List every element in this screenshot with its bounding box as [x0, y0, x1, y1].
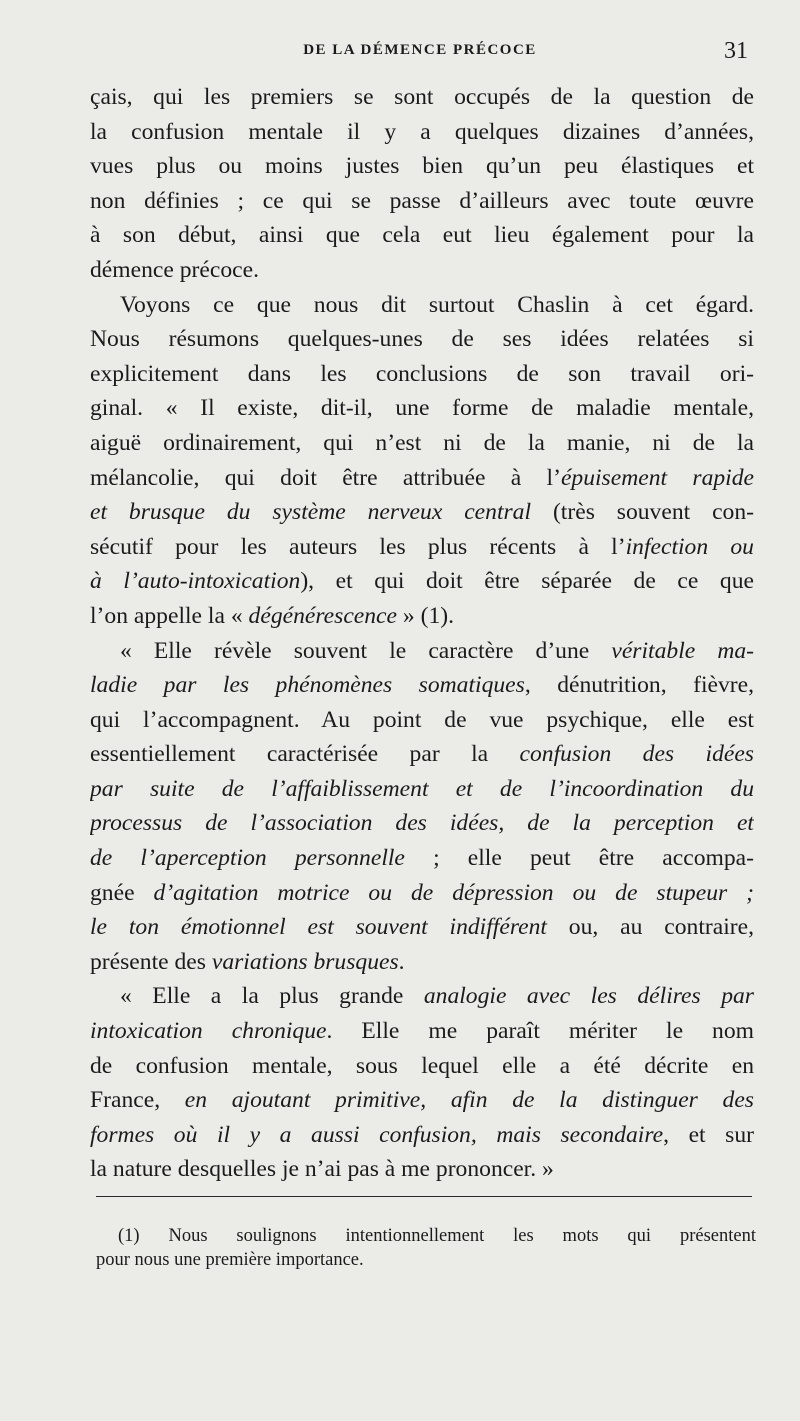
italic-run: ladie par les phénomènes somatiques	[90, 672, 525, 699]
italic-run: formes où il y a aussi confusion, mais secondaire	[90, 1121, 664, 1148]
italic-run: par suite de l’affaiblissement et de l’incoordination du	[90, 775, 754, 802]
text-run: « Elle a la plus grande	[120, 983, 424, 1010]
text-line	[90, 253, 754, 288]
text-run: » (1).	[397, 602, 455, 629]
page-number: 31	[724, 38, 748, 64]
text-line	[90, 979, 754, 1014]
text-line	[90, 668, 754, 703]
footnote-divider	[96, 1196, 752, 1197]
italic-run: variations brusques	[211, 948, 399, 975]
text-run: sécutif pour les auteurs les plus récents à l’	[90, 533, 626, 560]
italic-run: infection ou	[625, 533, 754, 560]
text-line	[90, 876, 754, 911]
italic-run: intoxication chronique	[90, 1018, 327, 1045]
page-header	[90, 38, 750, 72]
text-line	[90, 1049, 754, 1084]
running-head: DE LA DÉMENCE PRÉCOCE	[303, 42, 537, 58]
text-line	[90, 495, 754, 530]
body-text	[90, 80, 754, 1187]
text-line	[90, 391, 754, 426]
text-run: gnée	[90, 879, 154, 906]
italic-run: dégénérescence	[248, 602, 397, 629]
italic-run: confusion des idées	[519, 741, 754, 768]
text-line	[90, 530, 754, 565]
text-line	[90, 910, 754, 945]
text-run: vues plus ou moins justes bien qu’un peu élastiques et	[90, 153, 754, 180]
text-run: Nous résumons quelques-unes de ses idées relatées si	[90, 326, 754, 353]
text-line	[90, 772, 754, 807]
text-run: non définies ; ce qui se passe d’ailleurs avec toute œuvre	[90, 187, 754, 214]
text-run: France,	[90, 1087, 185, 1114]
text-line	[90, 149, 754, 184]
text-line	[90, 1014, 754, 1049]
italic-run: de l’aperception personnelle	[90, 845, 405, 872]
text-line	[90, 218, 754, 253]
text-run: .	[398, 948, 405, 975]
text-run: démence précoce.	[90, 256, 259, 283]
text-run: à son début, ainsi que cela eut lieu également pour la	[90, 222, 754, 249]
text-run: essentiellement caractérisée par la	[90, 741, 520, 768]
footnote	[96, 1224, 756, 1272]
italic-run: analogie avec les délires par	[423, 983, 754, 1010]
text-run: , dénutrition, fièvre,	[524, 672, 754, 699]
text-run: de confusion mentale, sous lequel elle a été décrite en	[90, 1052, 754, 1079]
text-run: çais, qui les premiers se sont occupés de la question de	[90, 84, 754, 110]
italic-run: d’agitation motrice ou de dépression ou de stupeur ;	[153, 879, 754, 906]
italic-run: processus de l’association des idées, de la perception et	[90, 810, 754, 837]
italic-run: en ajoutant primitive, afin de la distinguer des	[184, 1087, 754, 1114]
text-line	[90, 184, 754, 219]
text-line	[90, 945, 754, 980]
text-line	[90, 1152, 754, 1187]
text-run: mélancolie, qui doit être attribuée à l’	[90, 464, 561, 491]
text-line	[90, 841, 754, 876]
text-line	[90, 322, 754, 357]
text-line	[90, 461, 754, 496]
text-run: ginal. « Il existe, dit-il, une forme de maladie mentale,	[90, 395, 754, 422]
text-line	[90, 737, 754, 772]
text-line	[90, 564, 754, 599]
italic-run: épuisement rapide	[560, 464, 754, 491]
text-line	[90, 80, 754, 115]
text-line	[90, 1118, 754, 1153]
text-line	[90, 288, 754, 323]
text-line	[90, 806, 754, 841]
text-line	[90, 115, 754, 150]
text-run: (très souvent con-	[531, 499, 754, 526]
text-line	[90, 634, 754, 669]
text-run: présente des	[90, 948, 212, 975]
text-run: , et sur	[663, 1121, 754, 1148]
text-run: ou, au contraire,	[546, 914, 754, 941]
footnote-line: (1) Nous soulignons intentionnellement les mots qui présentent	[118, 1226, 756, 1246]
text-run: « Elle révèle souvent le caractère d’une	[120, 637, 612, 664]
text-run: la confusion mentale il y a quelques dizaines d’années,	[90, 118, 754, 145]
text-line	[90, 703, 754, 738]
text-line	[90, 426, 754, 461]
text-run: ), et qui doit être séparée de ce que	[300, 568, 754, 595]
italic-run: et brusque du système nerveux central	[90, 499, 532, 526]
text-run: Voyons ce que nous dit surtout Chaslin à cet égard.	[120, 291, 754, 318]
italic-run: à l’auto-intoxication	[90, 568, 301, 595]
text-run: la nature desquelles je n’ai pas à me prononcer. »	[90, 1156, 554, 1183]
text-run: qui l’accompagnent. Au point de vue psychique, elle est	[90, 706, 754, 733]
text-run: l’on appelle la «	[90, 602, 249, 629]
text-line	[90, 357, 754, 392]
text-line	[90, 1083, 754, 1118]
text-run: . Elle me paraît mériter le nom	[326, 1018, 754, 1045]
text-run: aiguë ordinairement, qui n’est ni de la manie, ni de la	[90, 429, 754, 456]
text-line	[90, 599, 754, 634]
footnote-line: pour nous une première importance.	[96, 1250, 364, 1270]
text-run: ; elle peut être accompa-	[404, 845, 754, 872]
text-run: explicitement dans les conclusions de son travail ori-	[90, 360, 754, 387]
italic-run: véritable ma-	[611, 637, 754, 664]
italic-run: le ton émotionnel est souvent indifférent	[90, 914, 547, 941]
